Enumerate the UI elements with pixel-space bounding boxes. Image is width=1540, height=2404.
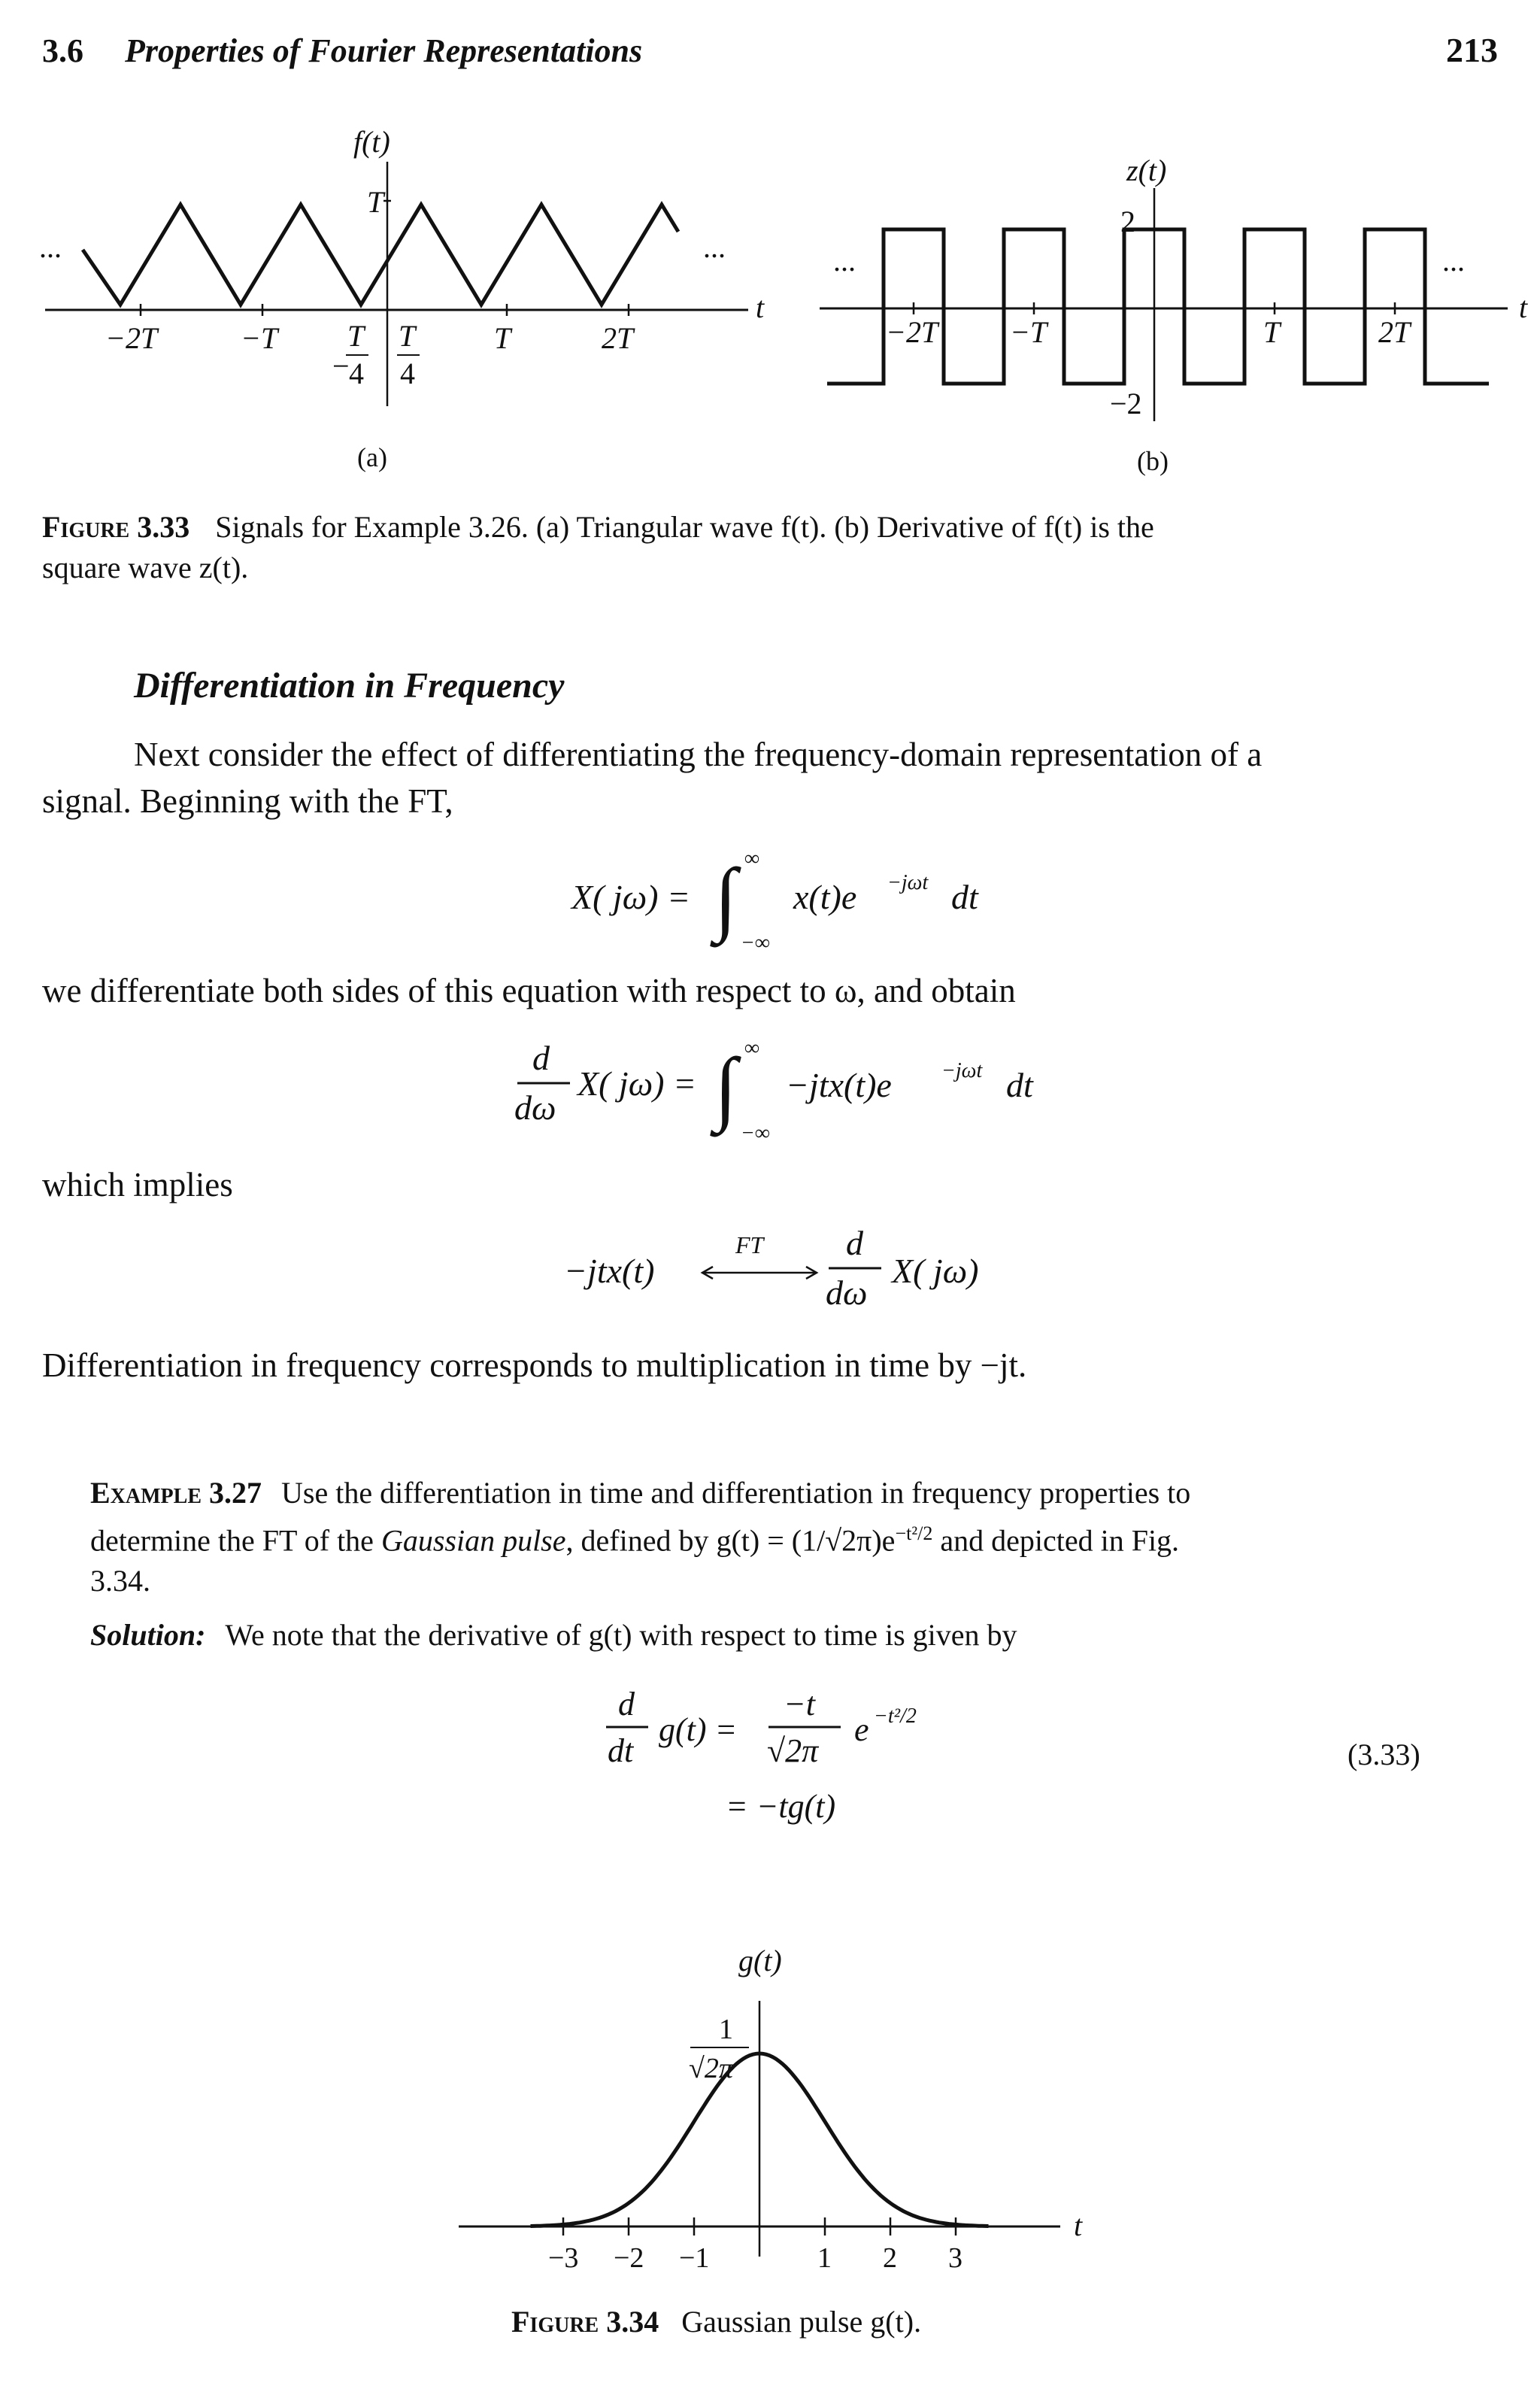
eq4-dt-denominator: dt — [608, 1732, 634, 1769]
eq2-lower-limit: −∞ — [741, 1122, 770, 1145]
peak-label-numerator: 1 — [719, 2014, 733, 2045]
eq2-exponent: −jωt — [941, 1059, 983, 1082]
integral-sign: ∫ — [714, 1041, 738, 1133]
section-number: 3.6 — [42, 32, 83, 69]
figure-3-34-caption — [511, 2302, 921, 2342]
solution-text: We note that the derivative of g(t) with respect to time is given by — [225, 1618, 1017, 1653]
section-heading: Differentiation in Frequency — [134, 666, 565, 706]
x-tick-label: −1 — [679, 2242, 710, 2274]
x-tick-label: 1 — [817, 2242, 832, 2274]
frac-4-left: 4 — [349, 357, 364, 390]
caption-line-1: Signals for Example 3.26. (a) Triangular wave f(t). (b) Derivative of f(t) is the — [215, 510, 1154, 544]
square-wave-line — [827, 229, 1489, 384]
eq4-minus-t: −t — [784, 1686, 815, 1723]
paragraph-4: Differentiation in frequency corresponds to multiplication in time by −jt. — [42, 1346, 1027, 1384]
solution-label: Solution: — [90, 1618, 206, 1653]
example-label: Example 3.27 — [90, 1476, 262, 1510]
page-number: 213 — [1446, 31, 1498, 69]
eq4-d-numerator: d — [618, 1686, 635, 1723]
eq1-dt: dt — [951, 878, 978, 916]
low-level-label: −2 — [1110, 387, 1142, 420]
eq4-line-2: = −tg(t) — [726, 1788, 836, 1825]
tick-label-2T: 2T — [602, 321, 634, 355]
example-3-27 — [90, 1473, 1489, 1656]
example-line-2-start: determine the FT of the — [90, 1523, 381, 1558]
example-line-2-end: and depicted in Fig. — [932, 1523, 1180, 1558]
equation-ft-definition — [526, 842, 1053, 963]
figure-3-33-b — [812, 135, 1534, 481]
tick-label-minus-T: −T — [241, 321, 278, 355]
x-tick-label: 3 — [948, 2242, 962, 2274]
eq1-lower-limit: −∞ — [741, 931, 770, 955]
tick-label-T: T — [1263, 315, 1281, 349]
t-axis-label: t — [756, 290, 765, 324]
tick-label-minus-2T: −2T — [886, 315, 938, 349]
example-line-3: 3.34. — [90, 1564, 150, 1598]
frac-4-right: 4 — [400, 357, 415, 390]
eq2-dt: dt — [1006, 1066, 1033, 1104]
example-line-2 — [90, 1513, 1489, 1561]
eq3-lhs: −jtx(t) — [564, 1252, 655, 1290]
running-header — [42, 32, 642, 70]
eq3-d-numerator: d — [846, 1224, 863, 1262]
high-level-label: 2 — [1120, 205, 1135, 238]
panel-b-label: (b) — [1137, 446, 1169, 476]
gaussian-definition: , defined by g(t) = (1/√2π)e — [565, 1523, 896, 1558]
figure-3-33-label: Figure 3.33 — [42, 510, 190, 544]
t-axis-label: t — [1074, 2208, 1083, 2242]
eq1-upper-limit: ∞ — [744, 847, 759, 870]
eq4-sqrt-2pi: √2π — [767, 1732, 819, 1769]
frac-T-right: T — [399, 319, 416, 353]
eq2-upper-limit: ∞ — [744, 1037, 759, 1060]
eq3-d-omega-denominator: dω — [826, 1273, 868, 1312]
equation-derivative-ft — [481, 1031, 1098, 1158]
tick-label-minus-2T: −2T — [105, 321, 158, 355]
tick-label-T: T — [494, 321, 511, 355]
equation-number: (3.33) — [1348, 1738, 1420, 1771]
f-axis-label: f(t) — [353, 125, 390, 159]
chapter-section-title: Properties of Fourier Representations — [125, 32, 643, 69]
gaussian-pulse-term: Gaussian pulse — [380, 1523, 566, 1558]
x-tick-label: 2 — [883, 2242, 897, 2274]
eq4-exponent: −t²/2 — [874, 1704, 917, 1728]
eq1-integrand: x(t)e — [793, 878, 857, 916]
t-axis-label: t — [1519, 290, 1528, 324]
g-axis-label: g(t) — [738, 1944, 782, 1978]
eq1-lhs: X( jω) = — [571, 878, 691, 916]
integral-sign: ∫ — [714, 851, 738, 943]
eq2-d-numerator: d — [532, 1039, 550, 1077]
gaussian-exponent: −t²/2 — [895, 1522, 933, 1544]
eq2-d-omega-denominator: dω — [514, 1088, 556, 1127]
dots-left: ... — [39, 230, 62, 264]
tick-label-minus-T: −T — [1010, 315, 1047, 349]
eq3-arrow-label: FT — [735, 1231, 764, 1258]
eq3-rhs: X( jω) — [892, 1252, 979, 1290]
frac-minus-sign: − — [332, 349, 350, 383]
equation-3-33 — [587, 1677, 1504, 1843]
frac-T-left: T — [347, 319, 365, 353]
figure-3-33-caption — [42, 507, 1501, 588]
panel-a-label: (a) — [357, 442, 387, 472]
caption-line-2: square wave z(t). — [42, 551, 249, 584]
example-line-1: Use the differentiation in time and differentiation in frequency properties to — [281, 1476, 1191, 1510]
triangular-wave-line — [83, 205, 678, 305]
dots-right: ... — [1442, 244, 1465, 278]
equation-ft-pair — [541, 1211, 1038, 1331]
figure-3-34-caption-text: Gaussian pulse g(t). — [681, 2305, 922, 2339]
eq2-lhs: X( jω) = — [578, 1064, 697, 1103]
x-tick-label: −3 — [548, 2242, 579, 2274]
figure-3-33-a — [30, 120, 767, 481]
eq2-integrand: −jtx(t)e — [786, 1066, 892, 1104]
paragraph-2: we differentiate both sides of this equation with respect to ω, and obtain — [42, 972, 1016, 1009]
tick-label-2T: 2T — [1378, 315, 1411, 349]
figure-3-34 — [436, 1933, 1113, 2287]
eq4-lhs: g(t) = — [659, 1711, 738, 1748]
eq1-exponent: −jωt — [887, 871, 929, 894]
dots-left: ... — [833, 244, 856, 278]
paragraph-1 — [42, 731, 1508, 824]
peak-label: T — [367, 185, 384, 219]
paragraph-3: which implies — [42, 1166, 233, 1204]
z-axis-label: z(t) — [1126, 153, 1167, 187]
figure-3-34-label: Figure 3.34 — [511, 2305, 659, 2339]
dots-right: ... — [703, 230, 726, 264]
eq4-e: e — [854, 1711, 869, 1748]
x-tick-label: −2 — [614, 2242, 644, 2274]
paragraph-1-line-1: Next consider the effect of differentiating the frequency-domain representation of a — [134, 736, 1263, 773]
peak-label-denominator: √2π — [689, 2053, 733, 2084]
paragraph-1-line-2: signal. Beginning with the FT, — [42, 782, 453, 820]
